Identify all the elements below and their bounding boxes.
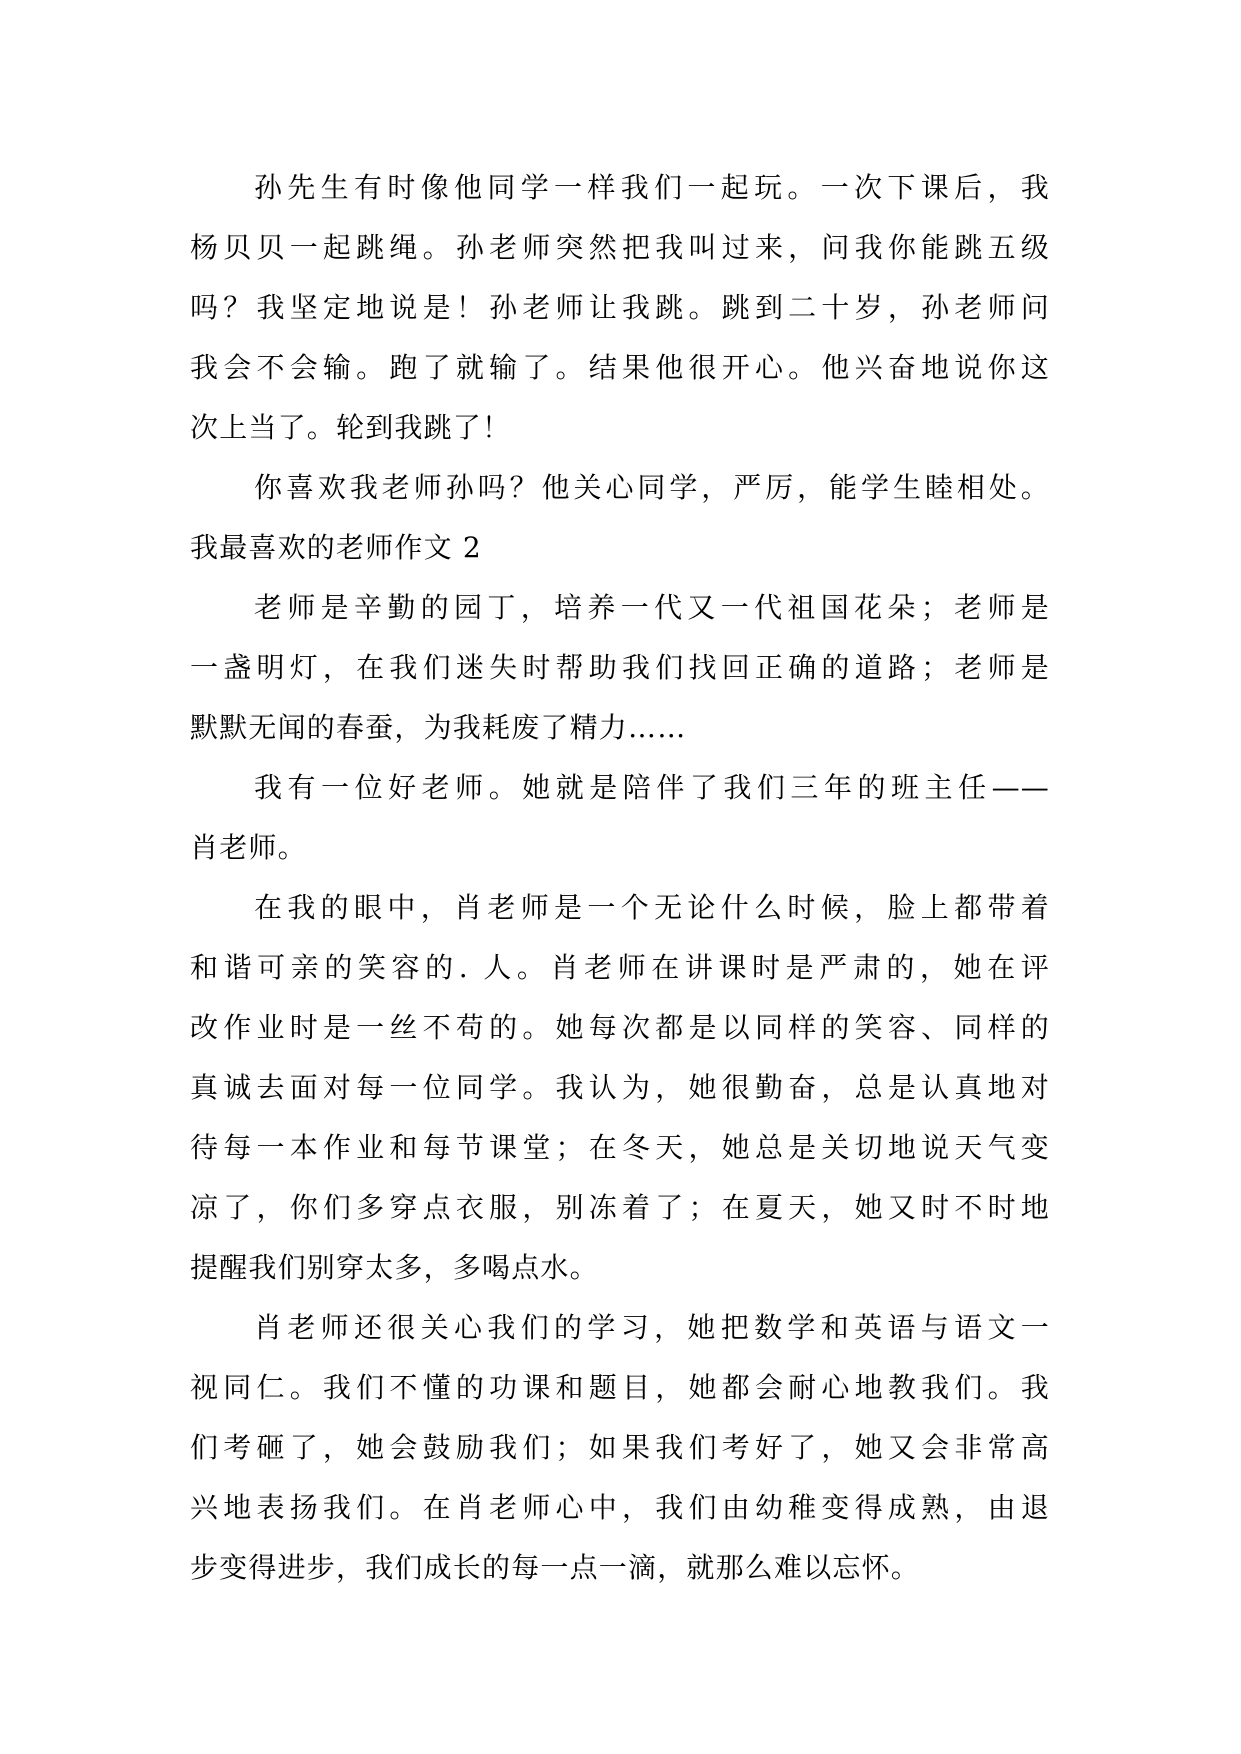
text-line: 一盏明灯，在我们迷失时帮助我们找回正确的道路；老师是 <box>190 651 1050 684</box>
document-body <box>190 158 1050 1598</box>
text-line: 肖老师。 <box>190 831 307 864</box>
text-line: 次上当了。轮到我跳了！ <box>190 411 512 444</box>
text-line: 我最喜欢的老师作文 2 <box>190 531 482 564</box>
text-line: 默默无闻的春蚕，为我耗废了精力…… <box>190 711 687 744</box>
text-line: 改作业时是一丝不苟的。她每次都是以同样的笑容、同样的 <box>190 1011 1050 1044</box>
text-line: 老师是辛勤的园丁，培养一代又一代祖国花朵；老师是 <box>254 591 1050 624</box>
text-line: 在我的眼中，肖老师是一个无论什么时候，脸上都带着 <box>254 891 1050 924</box>
text-line: 提醒我们别穿太多，多喝点水。 <box>190 1251 599 1284</box>
text-line: 待每一本作业和每节课堂；在冬天，她总是关切地说天气变 <box>190 1131 1050 1164</box>
text-line: 肖老师还很关心我们的学习，她把数学和英语与语文一 <box>254 1311 1050 1344</box>
text-line: 视同仁。我们不懂的功课和题目，她都会耐心地教我们。我 <box>190 1371 1050 1404</box>
text-line: 你喜欢我老师孙吗？他关心同学，严厉，能学生睦相处。 <box>254 471 1050 504</box>
text-line: 和谐可亲的笑容的. 人。肖老师在讲课时是严肃的，她在评 <box>190 951 1050 984</box>
text-line: 杨贝贝一起跳绳。孙老师突然把我叫过来，问我你能跳五级 <box>190 231 1050 264</box>
text-line: 孙先生有时像他同学一样我们一起玩。一次下课后，我 <box>254 171 1050 204</box>
text-line: 我有一位好老师。她就是陪伴了我们三年的班主任—— <box>254 771 1050 804</box>
text-line: 步变得进步，我们成长的每一点一滴，就那么难以忘怀。 <box>190 1551 921 1584</box>
text-line: 们考砸了，她会鼓励我们；如果我们考好了，她又会非常高 <box>190 1431 1050 1464</box>
text-line: 吗？我坚定地说是！孙老师让我跳。跳到二十岁，孙老师问 <box>190 291 1050 324</box>
text-line: 真诚去面对每一位同学。我认为，她很勤奋，总是认真地对 <box>190 1071 1050 1104</box>
text-line: 兴地表扬我们。在肖老师心中，我们由幼稚变得成熟，由退 <box>190 1491 1050 1524</box>
text-line: 凉了，你们多穿点衣服，别冻着了；在夏天，她又时不时地 <box>190 1191 1050 1224</box>
text-line: 我会不会输。跑了就输了。结果他很开心。他兴奋地说你这 <box>190 351 1050 384</box>
